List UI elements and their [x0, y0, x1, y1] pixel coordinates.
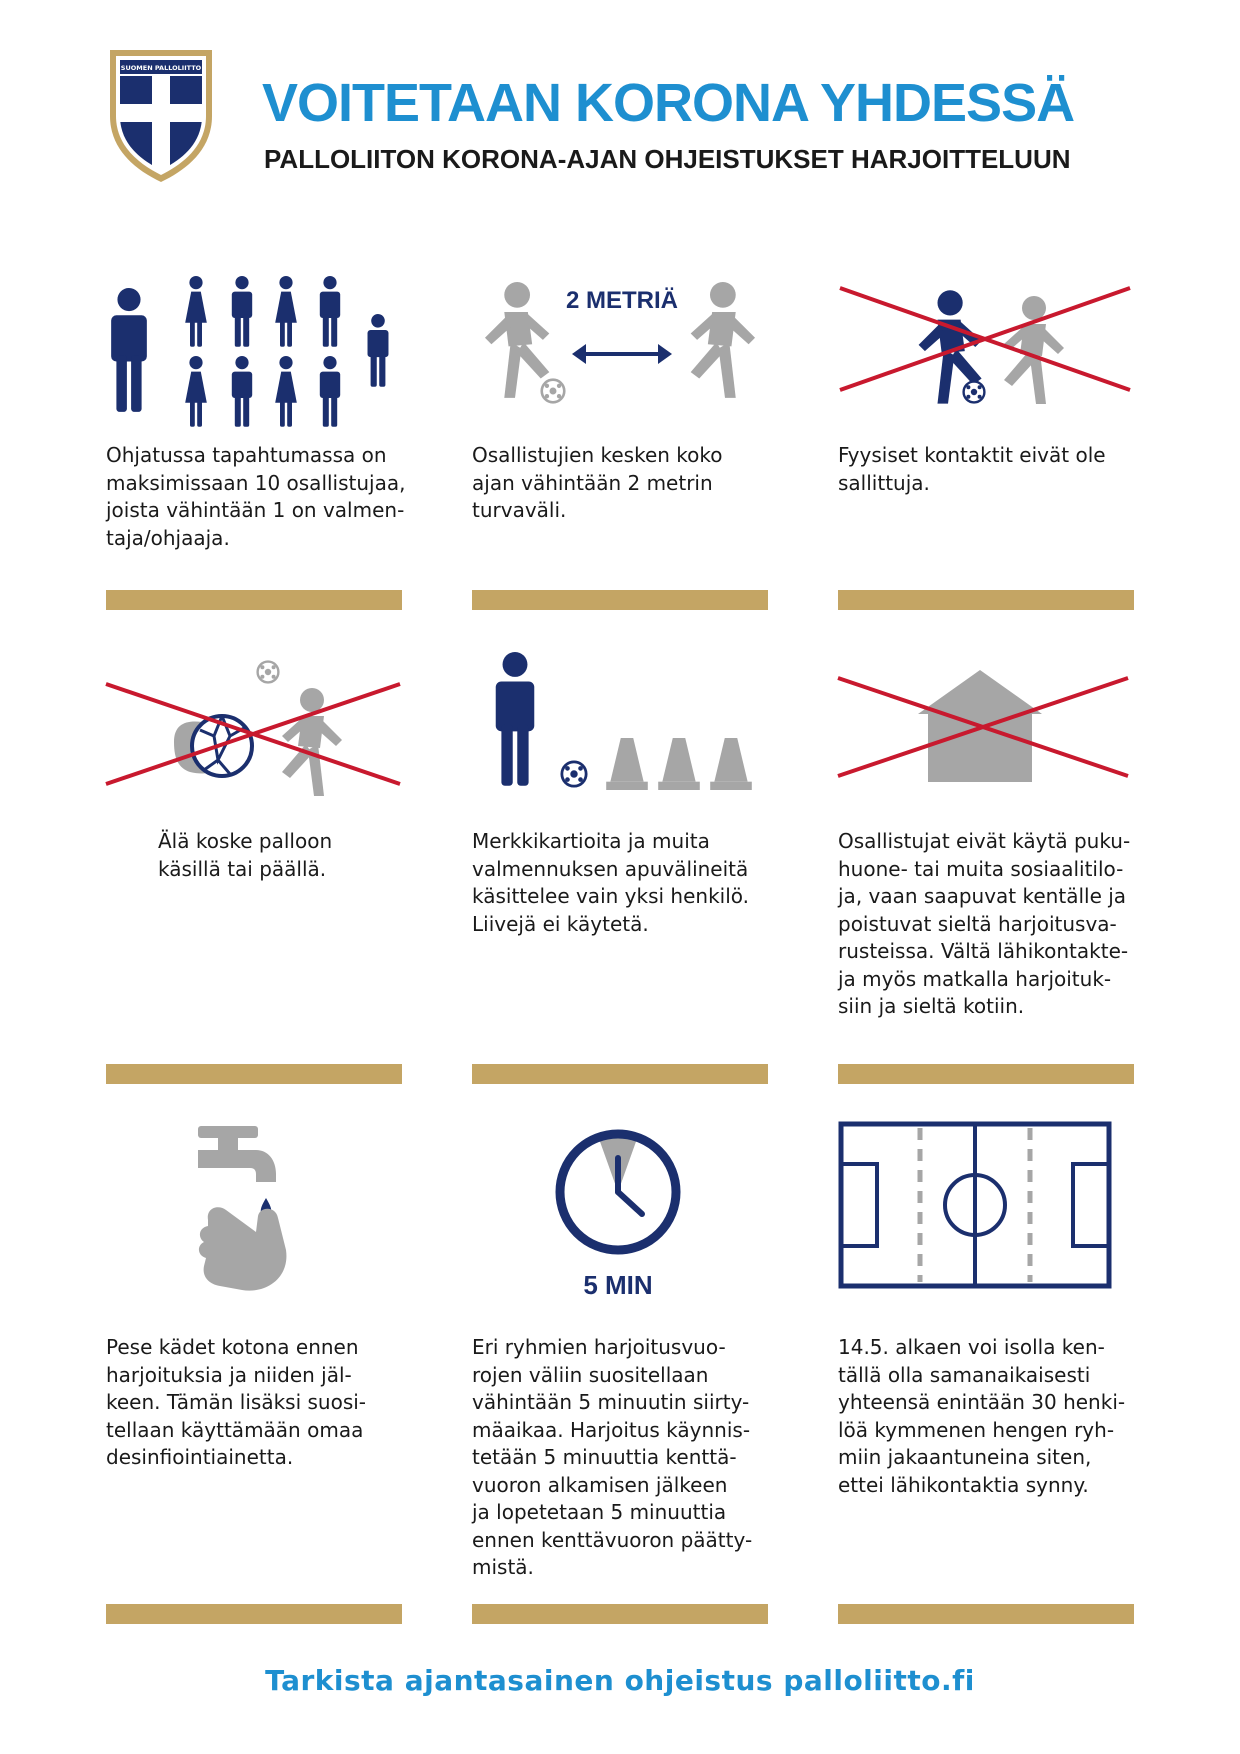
gold-divider	[106, 1604, 402, 1624]
hand-washing-icon	[106, 1120, 406, 1290]
panel-text: Osallistujien kesken koko ajan vähintään 2 metrin turvaväli.	[472, 443, 723, 522]
panel-text: Ohjatussa tapahtumassa on maksimissaan 10 osallistujaa, joista vähintään 1 on valmen- taja/ohjaaja.	[106, 443, 406, 550]
panel-text: Merkkikartioita ja muita valmennuksen apuvälineitä käsittelee vain yksi henkilö. Liivejä ei käytetä.	[472, 829, 750, 936]
group-of-ten-people-icon	[106, 260, 406, 430]
federation-logo	[106, 46, 216, 184]
football-field-icon	[838, 1120, 1138, 1290]
person-with-cones-icon	[472, 642, 772, 812]
time-label: 5 MIN	[583, 1270, 653, 1300]
gold-divider	[838, 1604, 1134, 1624]
page-subtitle: PALLOLIITON KORONA-AJAN OHJEISTUKSET HARJOITTELUUN	[264, 144, 1071, 174]
gold-divider	[838, 590, 1134, 610]
panel-text: 14.5. alkaen voi isolla ken- tällä olla samanaikaisesti yhteensä enintään 30 henki- löä kymmenen hengen ryh- miin jakaantuneina siten, ettei lähikontaktia synny.	[838, 1335, 1126, 1497]
no-hands-or-head-icon	[106, 642, 406, 812]
two-meters-distance-icon	[472, 260, 772, 430]
panel-text: Eri ryhmien harjoitusvuo- rojen väliin suositellaan vähintään 5 minuutin siirty- mäaikaa. Harjoitus käynnis- tetään 5 minuuttia kenttä- vuoron alkamisen jälkeen ja lopetetaan 5 minuuttia ennen kenttävuoron päätty- mistä.	[472, 1335, 753, 1579]
footer-link[interactable]: Tarkista ajantasainen ohjeistus palloliitto.fi	[265, 1664, 975, 1697]
panel-text: Fyysiset kontaktit eivät ole sallittuja.	[838, 443, 1106, 495]
gold-divider	[838, 1064, 1134, 1084]
distance-label: 2 METRIÄ	[565, 287, 679, 314]
gold-divider	[472, 590, 768, 610]
panel-text: Pese kädet kotona ennen harjoituksia ja niiden jäl- keen. Tämän lisäksi suosi- tellaan käyttämään omaa desinfiointiainetta.	[106, 1335, 367, 1469]
page-title: VOITETAAN KORONA YHDESSÄ	[262, 73, 1075, 133]
no-locker-room-icon	[838, 642, 1138, 812]
panel-text: Älä koske palloon käsillä tai päällä.	[158, 829, 333, 881]
gold-divider	[106, 1064, 402, 1084]
logo-text: SUOMEN PALLOLIITTO	[120, 64, 202, 72]
panel-text: Osallistujat eivät käytä puku- huone- tai muita sosiaalitilo- ja, vaan saapuvat kentälle ja poistuvat sieltä harjoitusva- rusteissa. Vältä lähikontakte- ja myös matkalla harjoituk- siin ja sieltä kotiin.	[838, 829, 1131, 1018]
gold-divider	[472, 1064, 768, 1084]
gold-divider	[106, 590, 402, 610]
gold-divider	[472, 1604, 768, 1624]
clock-icon	[472, 1120, 772, 1290]
no-physical-contact-icon	[838, 260, 1138, 430]
